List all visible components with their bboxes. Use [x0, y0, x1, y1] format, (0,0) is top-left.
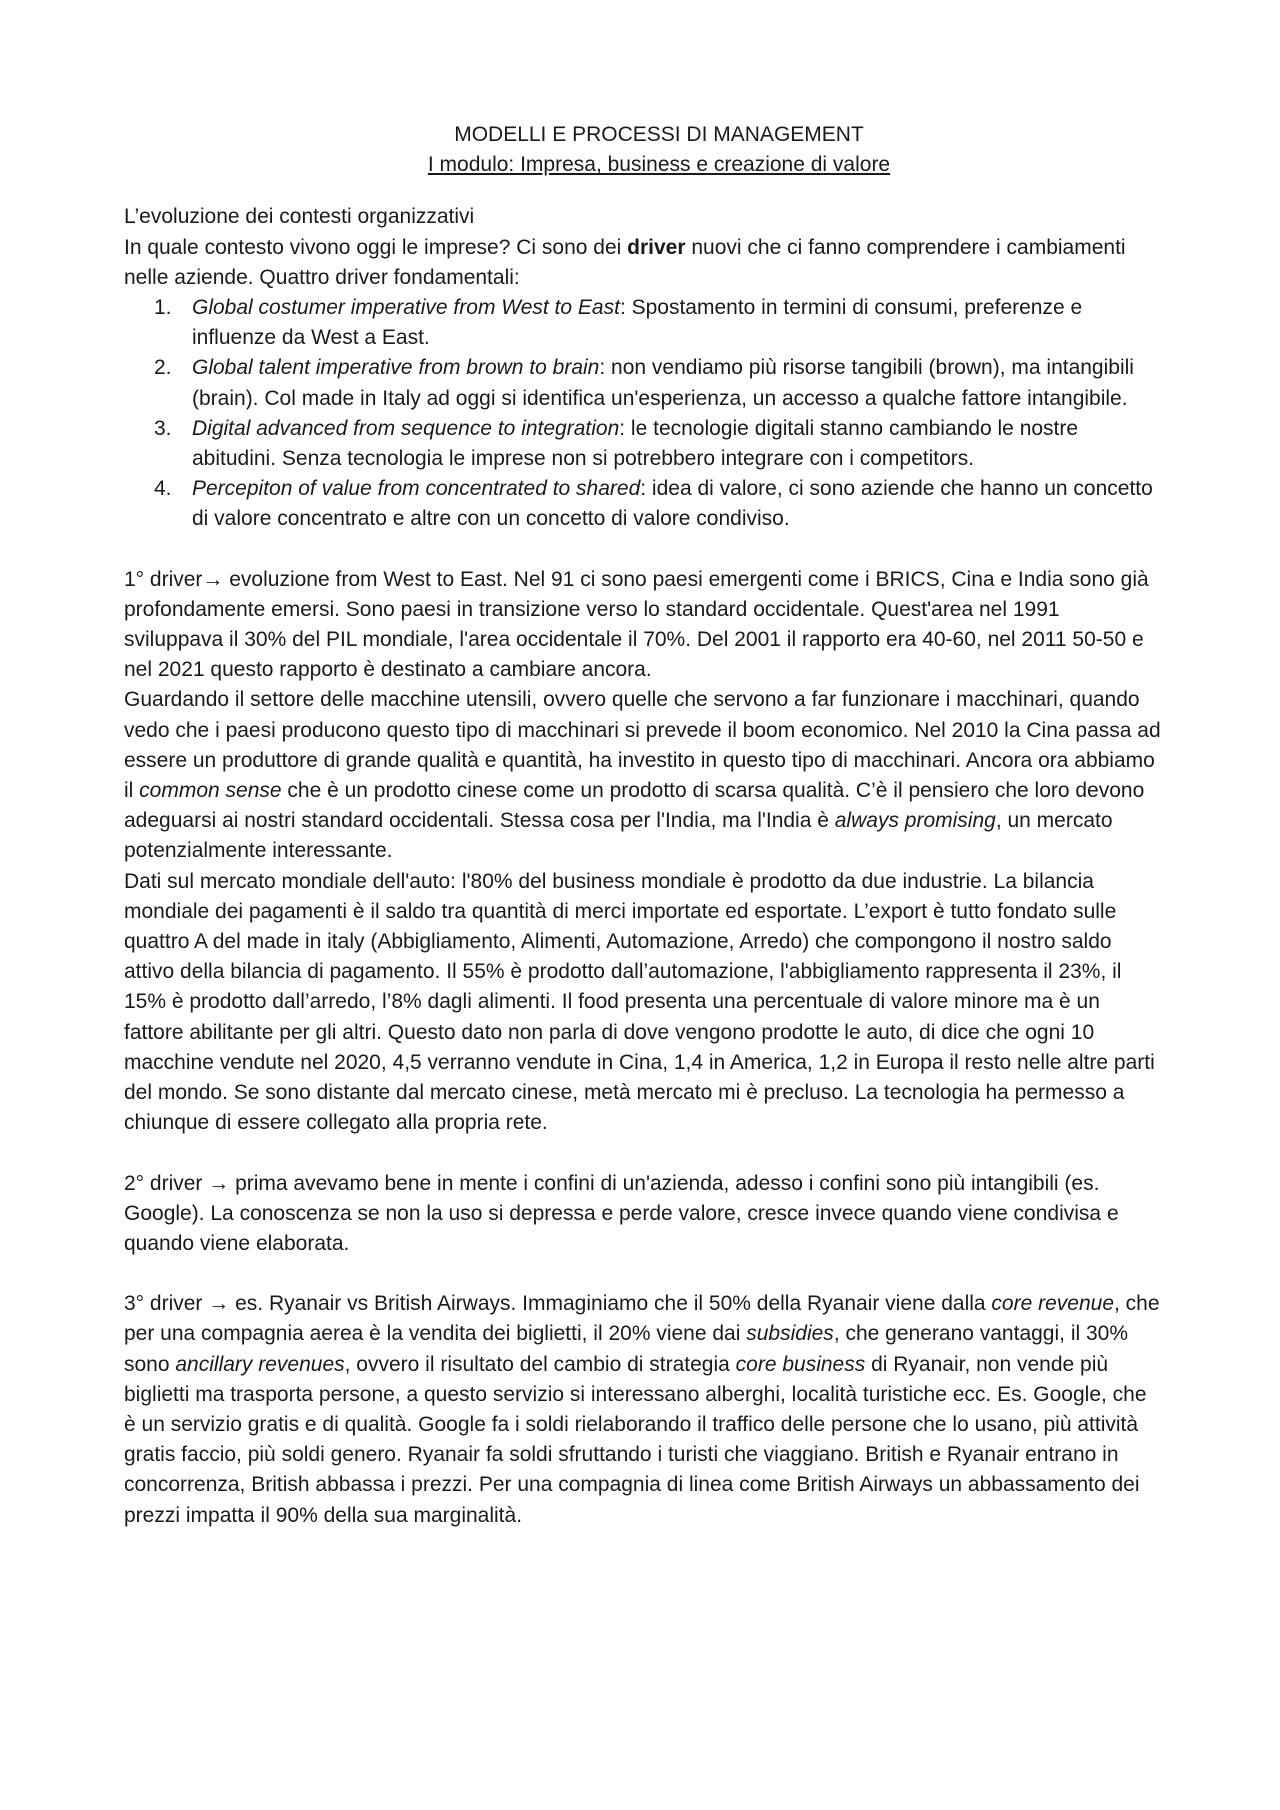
list-item: 2. Global talent imperative from brown to brain: non vendiamo più risorse tangibili (brown), ma intangibili (brain). Col made in Italy ad oggi si identifica un'esperienza, un accesso a qualche fattore intangibile. — [154, 356, 1134, 410]
driver-keyword: driver — [627, 235, 686, 259]
document-page — [124, 120, 1164, 1531]
driver-title: Global talent imperative from brown to brain — [192, 356, 600, 380]
section-heading: L’evoluzione dei contesti organizzativi — [124, 205, 475, 229]
document-subtitle: I modulo: Impresa, business e creazione di valore — [427, 153, 891, 177]
driver-title: Digital advanced from sequence to integration — [192, 416, 620, 440]
driver-title: Percepiton of value from concentrated to shared — [192, 477, 641, 501]
driver2-paragraph: 2° driver → prima avevamo bene in mente i confini di un'azienda, adesso i confini sono più intangibili (es. Google). La conoscenza se non la uso si depressa e perde valore, cresce invece quando viene condivisa e quando viene elaborata. — [124, 1171, 1119, 1255]
list-item: 1. Global costumer imperative from West to East: Spostamento in termini di consumi, preferenze e influenze da West a East. — [154, 296, 1083, 350]
drivers-list — [124, 293, 1164, 535]
intro-paragraph: In quale contesto vivono oggi le imprese? Ci sono dei driver nuovi che ci fanno comprendere i cambiamenti nelle aziende. Quattro driver fondamentali: — [124, 235, 1126, 289]
list-item: 3. Digital advanced from sequence to integration: le tecnologie digitali stanno cambiando le nostre abitudini. Senza tecnologia le imprese non si potrebbero integrare con i competitors. — [154, 416, 1079, 471]
document-title: MODELLI E PROCESSI DI MANAGEMENT — [454, 123, 864, 146]
driver-title: Global costumer imperative from West to East — [192, 296, 620, 320]
driver1-paragraph-3: Dati sul mercato mondiale dell'auto: l'80% del business mondiale è prodotto da due industrie. La bilancia mondiale dei pagamenti è il saldo tra quantità di merci importate ed esportate. L’export è tutto fondato sulle quattro A del made in italy (Abbigliamento, Alimenti, Automazione, Arredo) che compongono il nostro saldo attivo della bilancia di pagamento. Il 55% è prodotto dall’automazione, l'abbigliamento rappresenta il 23%, il 15% è prodotto dall’arredo, l’8% dagli alimenti. Il food presenta una percentuale di valore minore ma è un fattore abilitante per gli altri. Questo dato non parla di dove vengono prodotte le auto, di dice che ogni 10 macchine vendute nel 2020, 4,5 verranno vendute in Cina, 1,4 in America, 1,2 in Europa il resto nelle altre parti del mondo. Se sono distante dal mercato cinese, metà mercato mi è precluso. La tecnologia ha permesso a chiunque di essere collegato alla propria rete. — [124, 869, 1155, 1135]
title-block — [154, 120, 1164, 180]
driver3-paragraph: 3° driver → es. Ryanair vs British Airways. Immaginiamo che il 50% della Ryanair viene dalla core revenue, che per una compagnia aerea è la vendita dei biglietti, il 20% viene dai subsidies, che generano vantaggi, il 30% sono ancillary revenues, ovvero il risultato del cambio di strategia core business di Ryanair, non vende più biglietti ma trasporta persone, a questo servizio si interessano alberghi, località turistiche ecc. Es. Google, che è un servizio gratis e di qualità. Google fa i soldi rielaborando il traffico delle persone che lo usano, più attività gratis faccio, più soldi genero. Ryanair fa soldi sfruttando i turisti che viaggiano. British e Ryanair entrano in concorrenza, British abbassa i prezzi. Per una compagnia di linea come British Airways un abbassamento dei prezzi impatta il 90% della sua marginalità. — [124, 1292, 1160, 1527]
driver1-paragraph-2: Guardando il settore delle macchine utensili, ovvero quelle che servono a far funzionare i macchinari, quando vedo che i paesi producono questo tipo di macchinari si prevede il boom economico. Nel 2010 la Cina passa ad essere un produttore di grande qualità e quantità, ha investito in questo tipo di macchinari. Ancora ora abbiamo il common sense che è un prodotto cinese come un prodotto di scarsa qualità. C’è il pensiero che loro devono adeguarsi ai nostri standard occidentali. Stessa cosa per l'India, ma l'India è always promising, un mercato potenzialmente interessante. — [124, 688, 1161, 863]
driver1-paragraph-1: 1° driver→ evoluzione from West to East. Nel 91 ci sono paesi emergenti come i BRICS, Cina e India sono già profondamente emersi. Sono paesi in transizione verso lo standard occidentale. Quest'area nel 1991 sviluppava il 30% del PIL mondiale, l'area occidentale il 70%. Del 2001 il rapporto era 40-60, nel 2011 50-50 e nel 2021 questo rapporto è destinato a cambiare ancora. — [124, 567, 1149, 682]
list-item: 4. Percepiton of value from concentrated to shared: idea di valore, ci sono aziende che hanno un concetto di valore concentrato e altre con un concetto di valore condiviso. — [154, 477, 1153, 531]
